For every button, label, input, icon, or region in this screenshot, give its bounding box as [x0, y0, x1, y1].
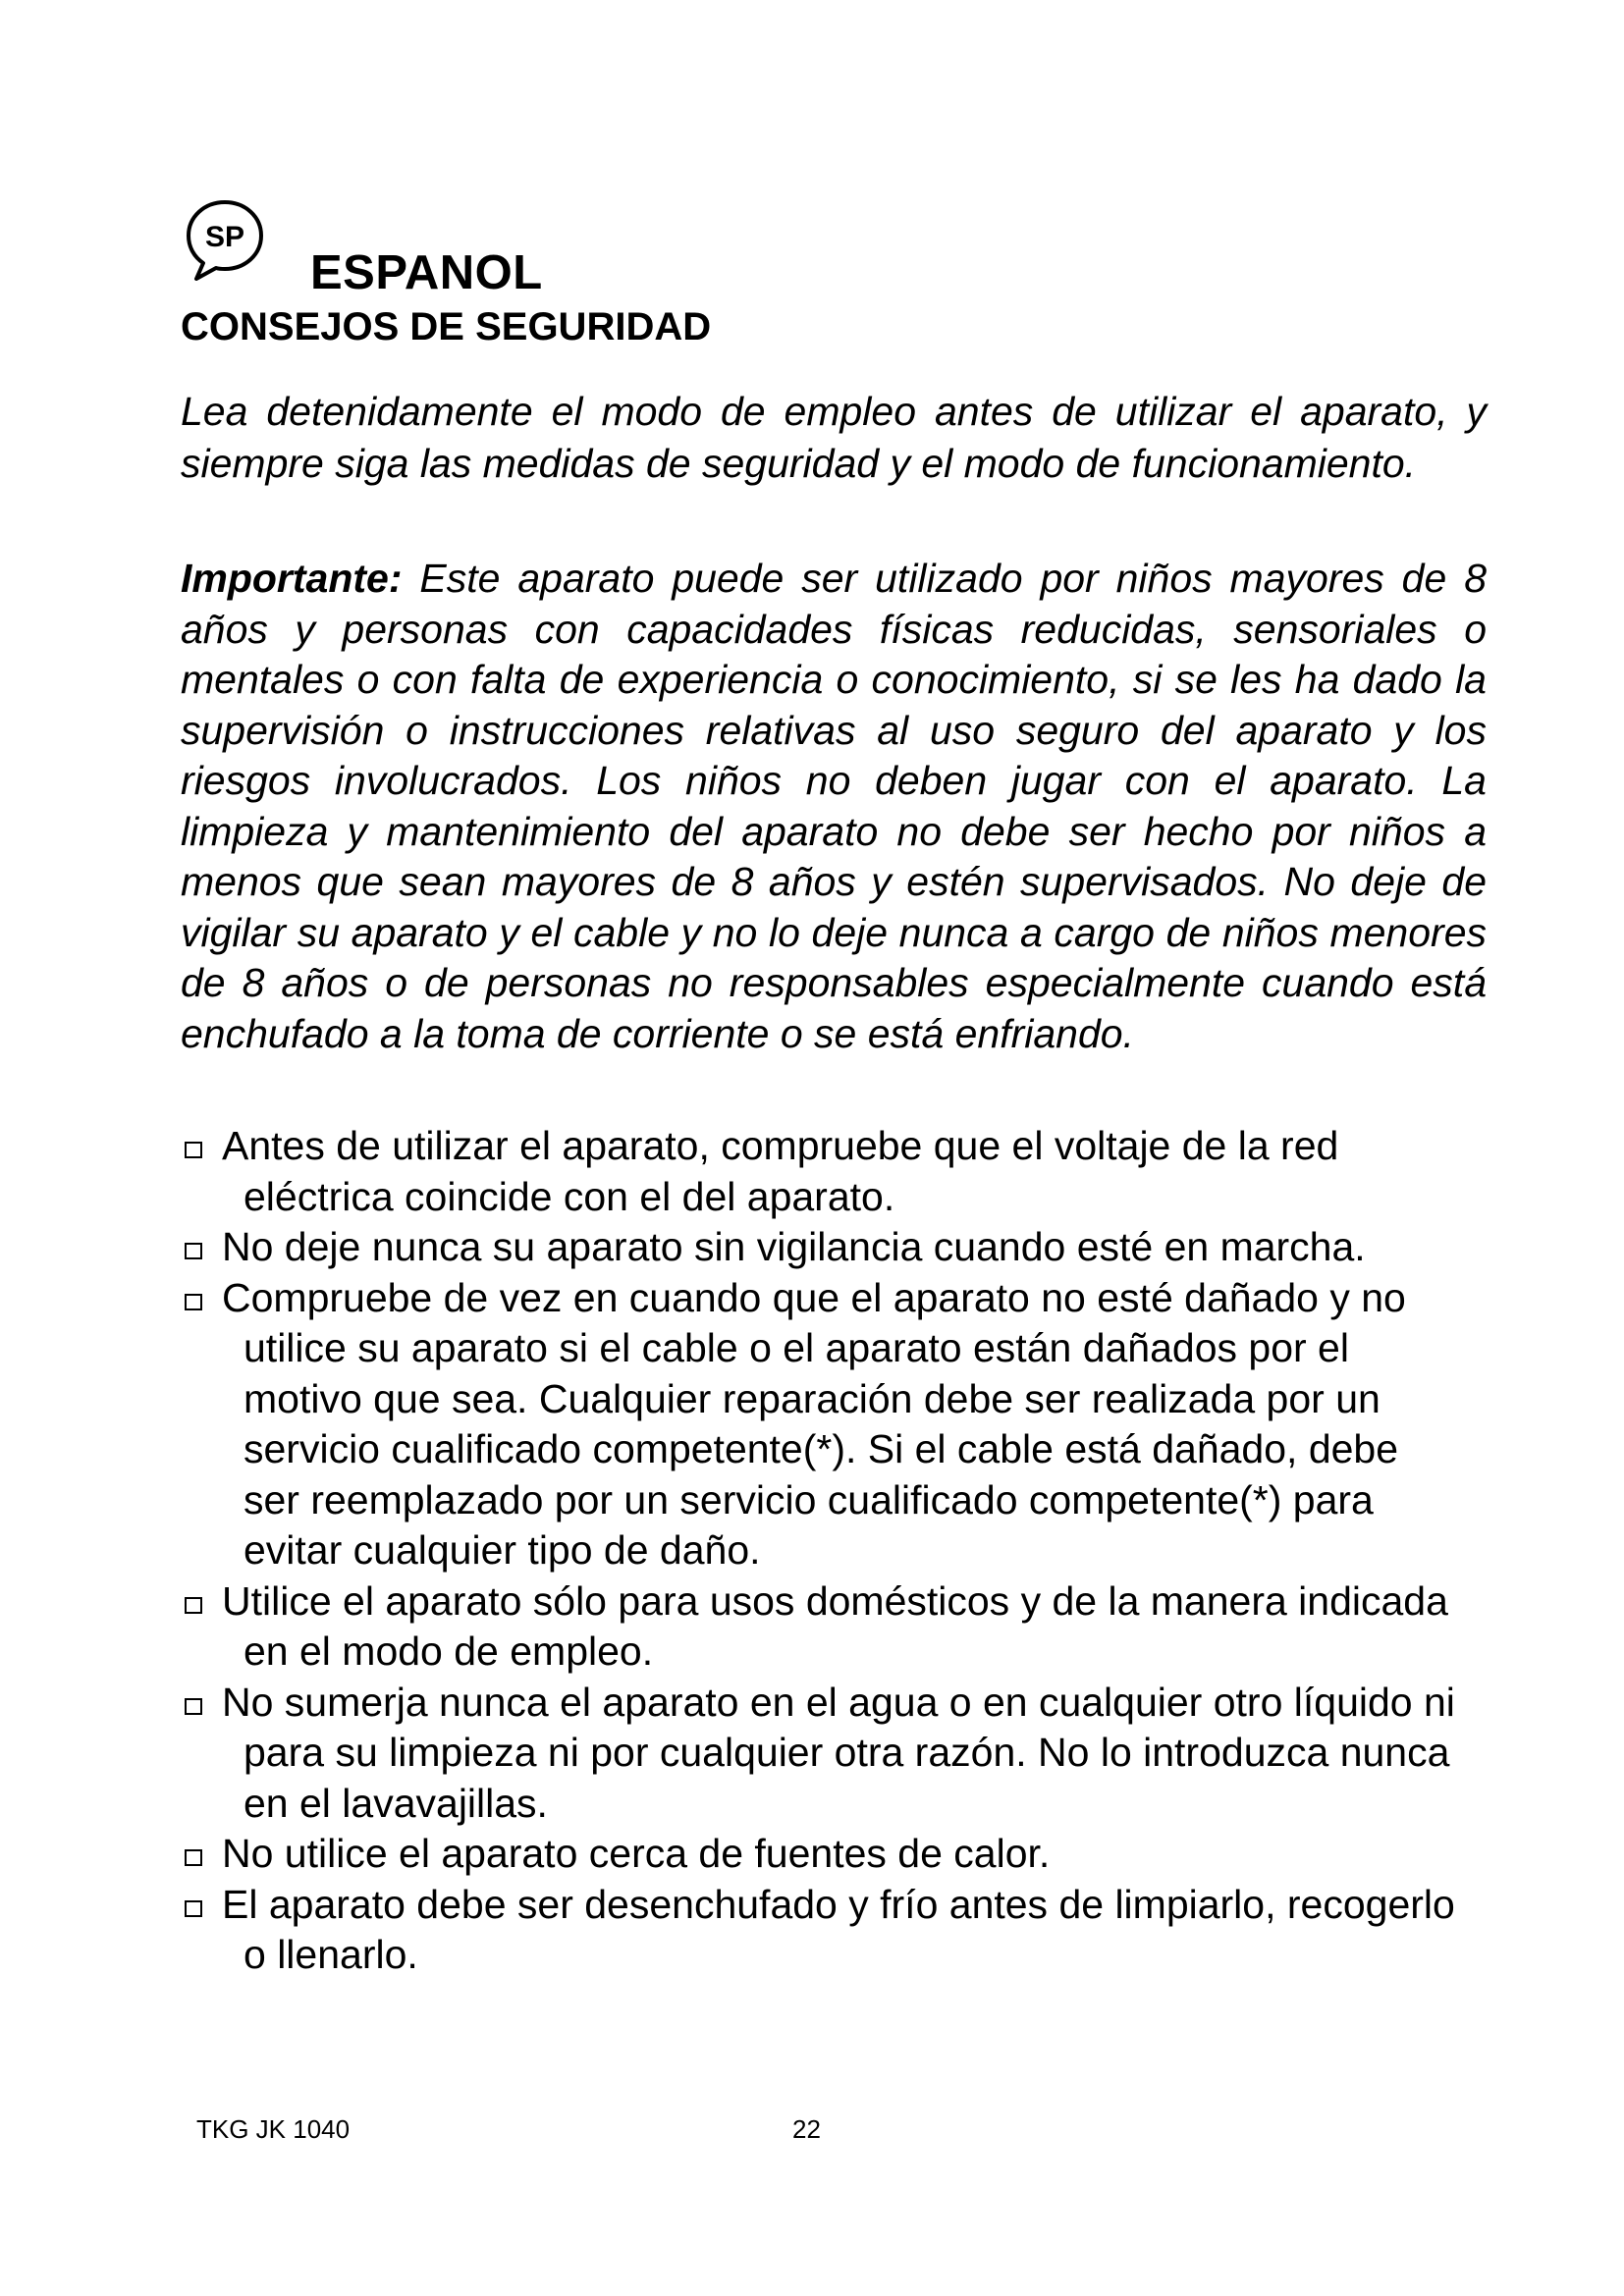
list-item-text: Compruebe de vez en cuando que el aparato no esté dañado y no utilice su aparato si el cable o el aparato están dañados por el motivo que sea. Cualquier reparación debe ser realizada por un servicio cualificado competente(*). Si el cable está dañado, debe ser reemplazado por un servicio cualificado competente(*) para evitar cualquier tipo de daño. [222, 1274, 1406, 1573]
list-item [181, 1576, 1457, 1678]
checkbox-bullet-icon [185, 1243, 202, 1259]
list-item-text: No deje nunca su aparato sin vigilancia cuando esté en marcha. [222, 1224, 1366, 1269]
checkbox-bullet-icon [185, 1142, 202, 1158]
list-item [181, 1880, 1457, 1981]
safety-list [181, 1121, 1457, 1981]
speech-bubble-icon [181, 196, 269, 285]
important-text: Este aparato puede ser utilizado por niños mayores de 8 años y personas con capacidades físicas reducidas, sensoriales o mentales o con falta de experiencia o conocimiento, si se les ha dado la supervisión o instrucciones relativas al uso seguro del aparato y los riesgos involucrados. Los niños no deben jugar con el aparato. La limpieza y mantenimiento del aparato no debe ser hecho por niños a menos que sean mayores de 8 años y estén supervisados. No deje de vigilar su aparato y el cable y no lo deje nunca a cargo de niños menores de 8 años o de personas no responsables especialmente cuando está enchufado a la toma de corriente o se está enfriando. [181, 556, 1487, 1056]
badge-label: SP [204, 221, 245, 253]
list-item [181, 1829, 1457, 1880]
list-item [181, 1121, 1457, 1222]
checkbox-bullet-icon [185, 1698, 202, 1715]
list-item [181, 1678, 1457, 1830]
list-item-text: Utilice el aparato sólo para usos domésticos y de la manera indicada en el modo de empleo. [222, 1577, 1448, 1674]
intro-paragraph: Lea detenidamente el modo de empleo antes de utilizar el aparato, y siempre siga las medidas de seguridad y el modo de funcionamiento. [181, 389, 1487, 486]
footer-model: TKG JK 1040 [196, 2114, 351, 2144]
important-paragraph [181, 554, 1487, 1059]
checkbox-bullet-icon [185, 1849, 202, 1866]
language-title: ESPANOL [310, 246, 543, 299]
list-item [181, 1222, 1457, 1273]
language-header [181, 196, 1555, 304]
list-item-text: Antes de utilizar el aparato, compruebe que el voltaje de la red eléctrica coincide con el del aparato. [222, 1123, 1339, 1219]
list-item-text: El aparato debe ser desenchufado y frío antes de limpiarlo, recogerlo o llenarlo. [222, 1881, 1455, 1977]
list-item-text: No utilice el aparato cerca de fuentes de calor. [222, 1831, 1051, 1876]
list-item [181, 1273, 1457, 1576]
checkbox-bullet-icon [185, 1900, 202, 1917]
checkbox-bullet-icon [185, 1597, 202, 1614]
section-title: CONSEJOS DE SEGURIDAD [181, 305, 712, 348]
important-label: Importante: [181, 556, 403, 601]
page-number: 22 [792, 2114, 821, 2144]
list-item-text: No sumerja nunca el aparato en el agua o en cualquier otro líquido ni para su limpieza ni por cualquier otra razón. No lo introduzca nunca en el lavavajillas. [222, 1679, 1455, 1826]
checkbox-bullet-icon [185, 1294, 202, 1310]
